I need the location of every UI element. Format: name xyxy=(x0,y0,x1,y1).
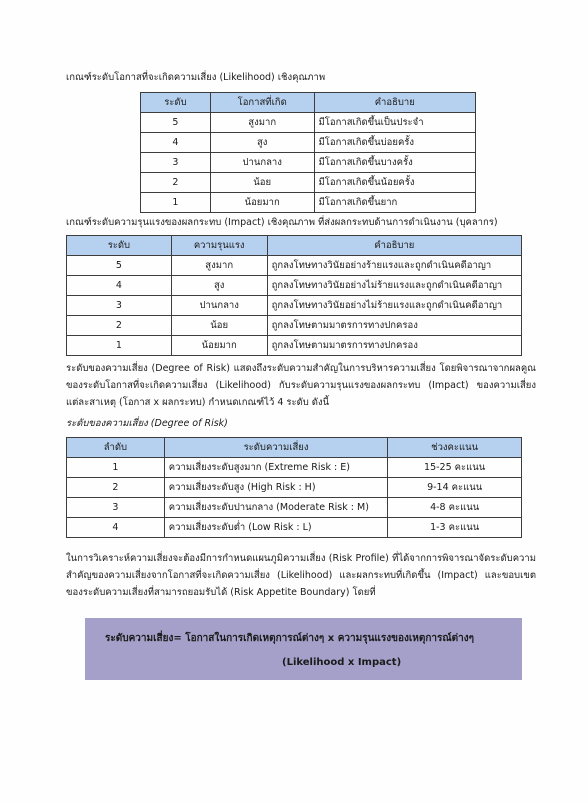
table-cell: 2 xyxy=(67,478,165,498)
table-row xyxy=(141,153,476,173)
table-cell: 3 xyxy=(67,498,165,518)
header-cell: โอกาสที่เกิด xyxy=(210,93,314,113)
table-cell: ความเสี่ยงระดับสูงมาก (Extreme Risk : E) xyxy=(164,458,387,478)
table-header-row xyxy=(67,438,522,458)
table-cell: ปานกลาง xyxy=(210,153,314,173)
table-cell: 4 xyxy=(67,276,172,296)
table-row xyxy=(67,256,522,276)
table-cell: ความเสี่ยงระดับต่ำ (Low Risk : L) xyxy=(164,518,387,538)
formula-line-1: ระดับความเสี่ยง= โอกาสในการเกิดเหตุการณ์ต่างๆ x ความรุนแรงของเหตุการณ์ต่างๆ xyxy=(105,633,475,644)
table-cell: 15-25 คะแนน xyxy=(388,458,522,478)
table-cell: ถูกลงโทษทางวินัยอย่างร้ายแรงและถูกดำเนินคดีอาญา xyxy=(267,256,521,276)
table-cell: น้อยมาก xyxy=(210,193,314,213)
table-cell: น้อยมาก xyxy=(171,336,267,356)
header-cell: ระดับความเสี่ยง xyxy=(164,438,387,458)
degree-paragraph: ระดับของความเสี่ยง (Degree of Risk) แสดงถึงระดับความสำคัญในการบริหารความเสี่ยง โดยพิจารณาจากผลคูณของระดับโอกาสที่จะเกิดความเสี่ยง (Likelihood) กับระดับความรุนแรงของผลกระทบ (Impact) ของความเสี่ยงแต่ละสาเหตุ (โอกาส x ผลกระทบ) กำหนดเกณฑ์ไว้ 4 ระดับ ดังนี้ xyxy=(66,363,536,408)
header-cell: คำอธิบาย xyxy=(314,93,475,113)
table-cell: 1-3 คะแนน xyxy=(388,518,522,538)
table-cell: ถูกลงโทษตามมาตรการทางปกครอง xyxy=(267,316,521,336)
table-row xyxy=(67,458,522,478)
table-row xyxy=(141,113,476,133)
table-cell: น้อย xyxy=(210,173,314,193)
table-cell: สูงมาก xyxy=(210,113,314,133)
table-cell: 2 xyxy=(141,173,211,193)
table-header-row xyxy=(67,236,522,256)
table-cell: มีโอกาสเกิดขึ้นบางครั้ง xyxy=(314,153,475,173)
table-row xyxy=(67,478,522,498)
header-cell: ระดับ xyxy=(67,236,172,256)
table-cell: 2 xyxy=(67,316,172,336)
table-cell: ความเสี่ยงระดับสูง (High Risk : H) xyxy=(164,478,387,498)
likelihood-caption: เกณฑ์ระดับโอกาสที่จะเกิดความเสี่ยง (Likelihood) เชิงคุณภาพ xyxy=(66,72,326,83)
table-cell: สูงมาก xyxy=(171,256,267,276)
degree-table xyxy=(66,437,522,538)
table-cell: มีโอกาสเกิดขึ้นน้อยครั้ง xyxy=(314,173,475,193)
table-cell: 4-8 คะแนน xyxy=(388,498,522,518)
table-cell: 1 xyxy=(67,458,165,478)
table-row xyxy=(67,296,522,316)
impact-caption: เกณฑ์ระดับความรุนแรงของผลกระทบ (Impact) เชิงคุณภาพ ที่ส่งผลกระทบด้านการดำเนินงาน (บุคลากร) xyxy=(66,217,498,228)
table-cell: 1 xyxy=(67,336,172,356)
formula-line-2: (Likelihood x Impact) xyxy=(282,657,402,668)
table-header-row xyxy=(141,93,476,113)
table-cell: สูง xyxy=(171,276,267,296)
table-row xyxy=(67,316,522,336)
risk-profile-paragraph: ในการวิเคราะห์ความเสี่ยงจะต้องมีการกำหนดแผนภูมิความเสี่ยง (Risk Profile) ที่ได้จากการพิจารณาจัดระดับความสำคัญของความเสี่ยงจากโอกาสที่จะเกิดความเสี่ยง (Likelihood) และผลกระทบที่เกิดขึ้น (Impact) และขอบเขตของระดับความเสี่ยงที่สามารถยอมรับได้ (Risk Appetite Boundary) โดยที่ xyxy=(66,553,536,598)
table-cell: 4 xyxy=(67,518,165,538)
table-cell: มีโอกาสเกิดขึ้นเป็นประจำ xyxy=(314,113,475,133)
table-cell: ความเสี่ยงระดับปานกลาง (Moderate Risk : M) xyxy=(164,498,387,518)
table-cell: 1 xyxy=(141,193,211,213)
table-cell: 5 xyxy=(141,113,211,133)
table-cell: น้อย xyxy=(171,316,267,336)
table-cell: สูง xyxy=(210,133,314,153)
table-row xyxy=(67,276,522,296)
table-cell: 3 xyxy=(67,296,172,316)
impact-table xyxy=(66,235,522,356)
table-cell: ถูกลงโทษทางวินัยอย่างไม่ร้ายแรงและถูกดำเนินคดีอาญา xyxy=(267,296,521,316)
table-row xyxy=(141,173,476,193)
header-cell: ระดับ xyxy=(141,93,211,113)
header-cell: ความรุนแรง xyxy=(171,236,267,256)
table-row xyxy=(141,193,476,213)
table-row xyxy=(67,498,522,518)
degree-caption: ระดับของความเสี่ยง (Degree of Risk) xyxy=(66,418,228,429)
table-cell: ถูกลงโทษทางวินัยอย่างไม่ร้ายแรงและถูกดำเนินคดีอาญา xyxy=(267,276,521,296)
table-row xyxy=(141,133,476,153)
table-cell: มีโอกาสเกิดขึ้นบ่อยครั้ง xyxy=(314,133,475,153)
header-cell: ช่วงคะแนน xyxy=(388,438,522,458)
header-cell: ลำดับ xyxy=(67,438,165,458)
header-cell: คำอธิบาย xyxy=(267,236,521,256)
table-cell: 5 xyxy=(67,256,172,276)
table-cell: 4 xyxy=(141,133,211,153)
table-row xyxy=(67,518,522,538)
table-cell: ปานกลาง xyxy=(171,296,267,316)
table-row xyxy=(67,336,522,356)
table-cell: 9-14 คะแนน xyxy=(388,478,522,498)
table-cell: 3 xyxy=(141,153,211,173)
risk-formula-box xyxy=(85,618,522,680)
table-cell: ถูกลงโทษตามมาตรการทางปกครอง xyxy=(267,336,521,356)
table-cell: มีโอกาสเกิดขึ้นยาก xyxy=(314,193,475,213)
likelihood-table xyxy=(140,92,476,213)
